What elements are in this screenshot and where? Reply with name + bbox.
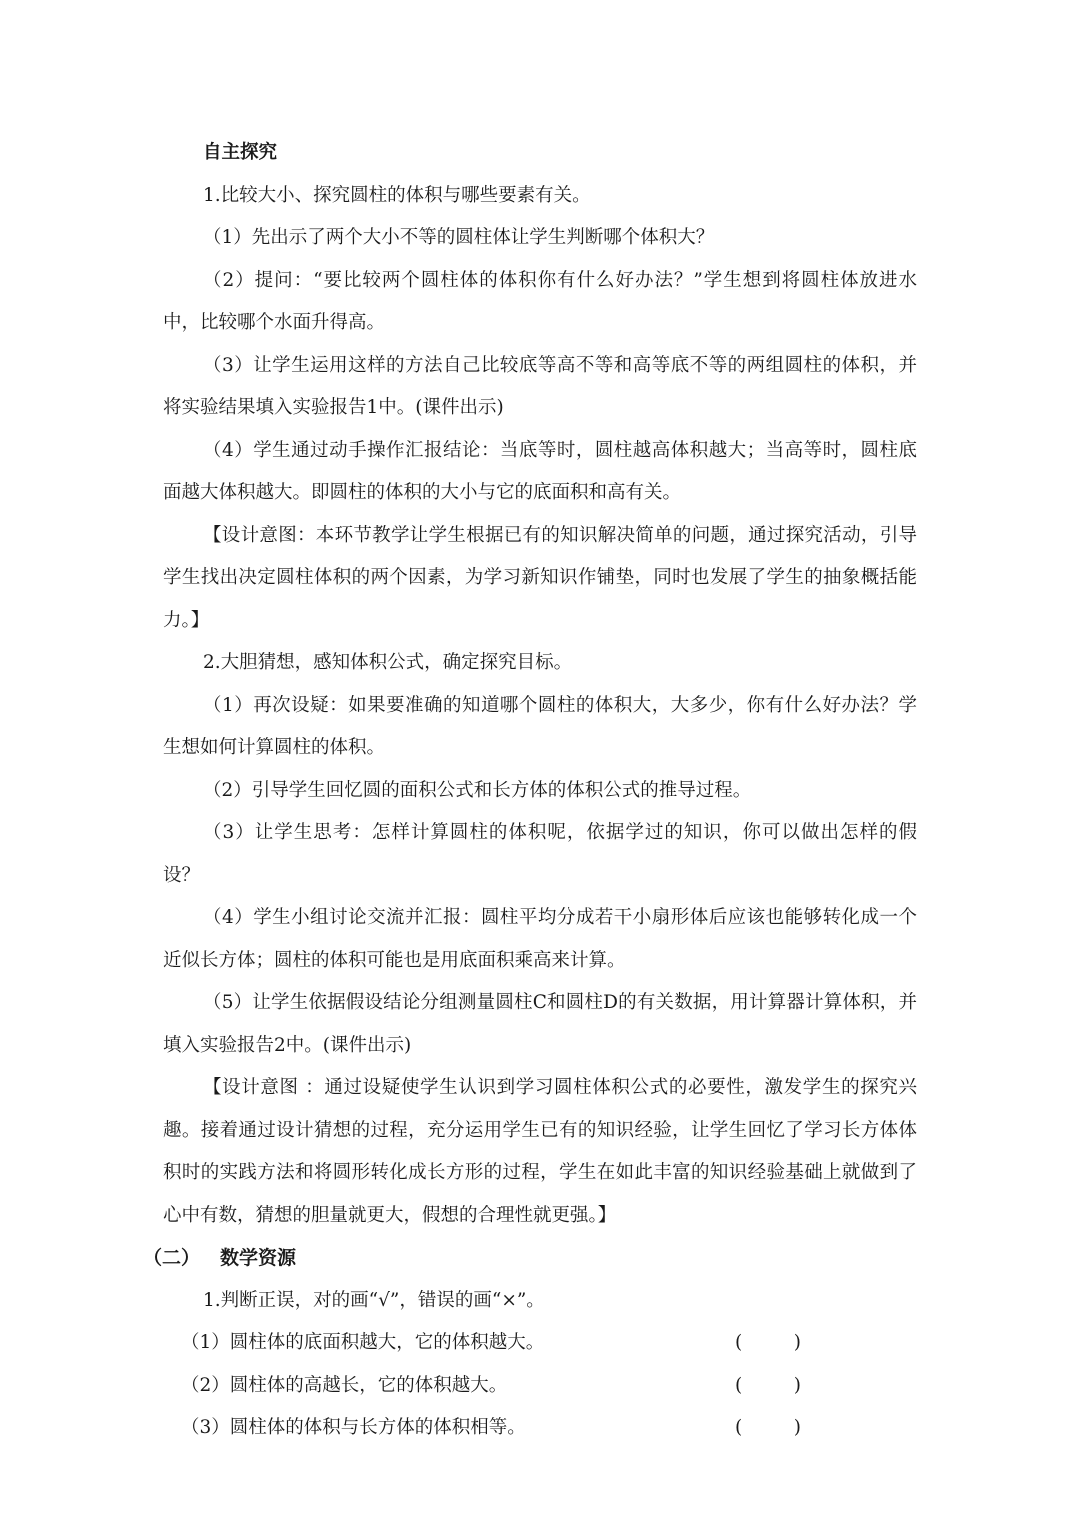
paren-open: ( [735,1332,743,1353]
part2-step-1: （1）再次设疑：如果要准确的知道哪个圆柱的体积大，大多少，你有什么好办法？学生想如何计算圆柱的体积。 [163,694,917,758]
exercise-item-text: （1）圆柱体的底面积越大，它的体积越大。 [181,1332,545,1353]
part2-step-5: （5）让学生依据假设结论分组测量圆柱C和圆柱D的有关数据，用计算器计算体积，并填入实验报告2中。(课件出示) [163,992,917,1056]
section-number: （二） [143,1247,201,1269]
text-column [143,132,917,1450]
exercise-item-text: （3）圆柱体的体积与长方体的体积相等。 [181,1417,526,1438]
exercise-instruction: 1.判断正误，对的画“√”，错误的画“×”。 [203,1289,545,1311]
answer-blank[interactable] [735,1322,801,1365]
paren-open: ( [735,1417,743,1438]
answer-blank[interactable] [735,1407,801,1450]
part2-step-4: （4）学生小组讨论交流并汇报：圆柱平均分成若干小扇形体后应该也能够转化成一个近似长方体；圆柱的体积可能也是用底面积乘高来计算。 [163,907,917,971]
part2-step-3: （3）让学生思考：怎样计算圆柱的体积呢，依据学过的知识，你可以做出怎样的假设？ [163,822,917,886]
section-heading: 自主探究 [203,142,278,163]
exercise-item-2 [163,1365,917,1408]
paren-close: ) [793,1417,801,1438]
section-title [143,1237,917,1280]
paren-open: ( [735,1374,743,1396]
part1-title: 1.比较大小、探究圆柱的体积与哪些要素有关。 [203,184,591,206]
part1-step-4: （4）学生通过动手操作汇报结论：当底等时，圆柱越高体积越大；当高等时，圆柱底面越大体积越大。即圆柱的体积的大小与它的底面积和高有关。 [163,439,917,503]
part2-design-intent: 【设计意图 ：通过设疑使学生认识到学习圆柱体积公式的必要性，激发学生的探究兴趣。接着通过设计猜想的过程，充分运用学生已有的知识经验，让学生回忆了学习长方体体积时的实践方法和将圆形转化成长方形的过程，学生在如此丰富的知识经验基础上就做到了心中有数，猜想的胆量就更大，假想的合理性就更强。】 [163,1077,917,1226]
answer-blank[interactable] [735,1365,801,1408]
part1-design-intent: 【设计意图：本环节教学让学生根据已有的知识解决简单的问题，通过探究活动，引导学生找出决定圆柱体积的两个因素，为学习新知识作铺垫，同时也发展了学生的抽象概括能力。】 [163,524,917,631]
paren-close: ) [793,1374,801,1396]
exercise-item-3 [163,1407,917,1450]
part1-step-1: （1）先出示了两个大小不等的圆柱体让学生判断哪个体积大？ [203,227,715,248]
paren-close: ) [793,1332,801,1353]
part1-step-3: （3）让学生运用这样的方法自己比较底等高不等和高等底不等的两组圆柱的体积，并将实验结果填入实验报告1中。(课件出示) [163,354,917,418]
part2-title: 2.大胆猜想，感知体积公式，确定探究目标。 [203,652,573,673]
exercise-item-text: （2）圆柱体的高越长，它的体积越大。 [181,1374,508,1396]
exercise-item-1 [163,1322,917,1365]
section-title-text: 数学资源 [220,1247,297,1269]
part2-step-2: （2）引导学生回忆圆的面积公式和长方体的体积公式的推导过程。 [203,779,752,801]
part1-step-2: （2）提问：“要比较两个圆柱体的体积你有什么好办法？”学生想到将圆柱体放进水中，比较哪个水面升得高。 [163,269,917,333]
